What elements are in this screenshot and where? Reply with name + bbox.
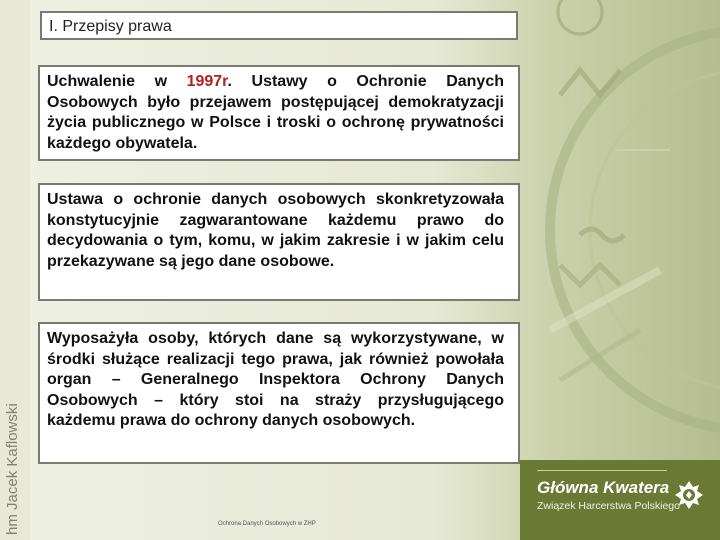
zhp-cross-icon (673, 479, 705, 511)
slide-title: I. Przepisy prawa (40, 11, 518, 40)
paragraph-1-intro: Uchwalenie w (47, 73, 187, 90)
paragraph-1-year: 1997r (186, 73, 228, 90)
paragraph-3: Wyposażyła osoby, których dane są wykorzystywane, w środki służące realizacji tego prawa, jak również powołała organ – Generalnego Inspektora Ochrony Danych Osobowych – który stoi na straży przysługującego każdemu prawa do ochrony danych osobowych. (38, 322, 520, 464)
compass-background-image (520, 0, 720, 460)
logo-divider (537, 470, 667, 471)
logo-title: Główna Kwatera (537, 478, 670, 497)
paragraph-1-rest: . Ustawy o Ochronie Danych Osobowych było przejawem postępującej demokratyzacji życia publicznego w Polsce i troski o ochronę prywatności każdego obywatela. (47, 73, 504, 152)
footer-caption: Ochrona Danych Osobowych w ZHP (218, 521, 316, 527)
paragraph-1 (38, 65, 520, 161)
logo-subtitle: Związek Harcerstwa Polskiego (537, 500, 680, 512)
author-credit-text: hm Jacek Kaflowski (4, 403, 21, 535)
author-credit (2, 375, 28, 535)
paragraph-2: Ustawa o ochronie danych osobowych skonkretyzowała konstytucyjnie zagwarantowane każdemu prawo do decydowania o tym, komu, w jakim zakresie i w jakim celu przekazywane są jego dane osobowe. (38, 183, 520, 301)
